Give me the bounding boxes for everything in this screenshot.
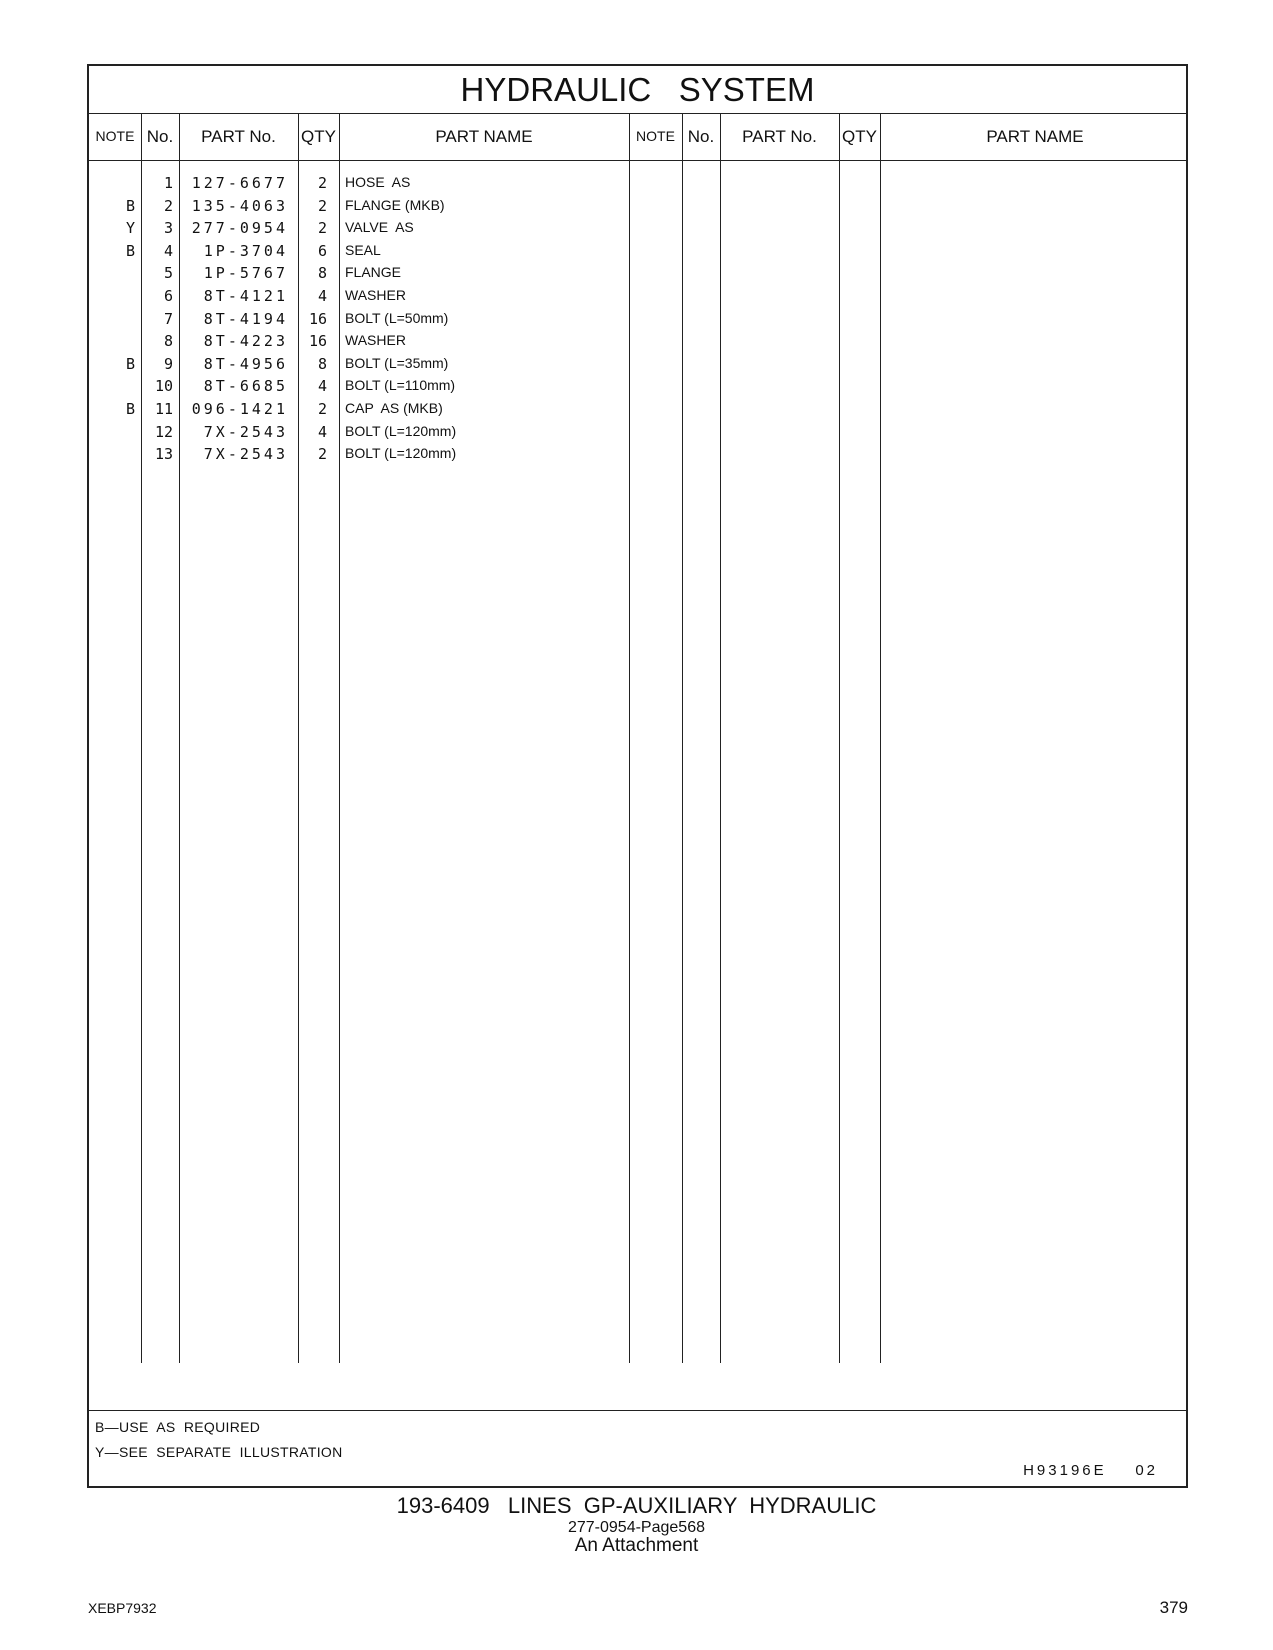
row-part-no: 7X-2543 bbox=[203, 422, 288, 441]
row-part-name: CAP AS (MKB) bbox=[345, 400, 443, 416]
row-qty: 2 bbox=[317, 445, 327, 464]
table-row bbox=[89, 197, 649, 220]
row-part-name: FLANGE (MKB) bbox=[345, 196, 445, 213]
table-row bbox=[89, 400, 649, 423]
header-note: NOTE bbox=[95, 128, 135, 144]
row-part-name: VALVE AS bbox=[345, 219, 414, 236]
legend-b: B—USE AS REQUIRED bbox=[95, 1419, 261, 1435]
row-no: 8 bbox=[163, 332, 173, 351]
row-part-no: 1P-5767 bbox=[203, 264, 288, 283]
row-note: B bbox=[125, 354, 135, 373]
row-no: 6 bbox=[163, 287, 173, 305]
row-qty: 2 bbox=[317, 174, 327, 192]
row-no: 10 bbox=[154, 377, 173, 396]
row-part-name: BOLT (L=120mm) bbox=[345, 445, 457, 462]
column-divider bbox=[880, 113, 881, 1363]
document-code: XEBP7932 bbox=[88, 1600, 157, 1616]
row-part-name: BOLT (L=50mm) bbox=[345, 309, 449, 326]
header-note-right: NOTE bbox=[636, 128, 675, 144]
row-part-no: 8T-6685 bbox=[203, 377, 288, 396]
header-part-name-right: PART NAME bbox=[986, 127, 1084, 146]
row-part-name: HOSE AS bbox=[345, 174, 411, 190]
row-part-no: 8T-4121 bbox=[203, 287, 288, 305]
row-part-no: 7X-2543 bbox=[203, 445, 288, 464]
table-row bbox=[89, 242, 649, 265]
row-part-no: 135-4063 bbox=[191, 196, 288, 215]
row-no: 13 bbox=[154, 445, 173, 464]
page-number: 379 bbox=[1159, 1598, 1188, 1617]
table-row bbox=[89, 423, 649, 446]
header-part-no-right: PART No. bbox=[742, 127, 817, 146]
legend-y: Y—SEE SEPARATE ILLUSTRATION bbox=[95, 1444, 343, 1460]
row-qty: 4 bbox=[317, 377, 327, 396]
row-qty: 6 bbox=[317, 241, 327, 260]
table-title: HYDRAULIC SYSTEM bbox=[89, 66, 1186, 114]
table-row bbox=[89, 174, 649, 197]
row-part-name: BOLT (L=120mm) bbox=[345, 422, 457, 439]
page-reference: 277-0954-Page568 bbox=[567, 1519, 705, 1536]
row-qty: 8 bbox=[317, 354, 327, 373]
row-part-no: 277-0954 bbox=[191, 219, 288, 238]
table-row bbox=[89, 355, 649, 378]
footer-divider bbox=[89, 1410, 1186, 1411]
row-no: 7 bbox=[163, 309, 173, 328]
drawing-code: H93196E 02 bbox=[1023, 1462, 1158, 1479]
column-divider bbox=[682, 113, 683, 1363]
table-row bbox=[89, 310, 649, 333]
row-qty: 2 bbox=[317, 219, 327, 238]
group-title: 193-6409 LINES GP-AUXILIARY HYDRAULIC bbox=[396, 1493, 877, 1518]
row-note: Y bbox=[125, 219, 135, 238]
row-part-no: 127-6677 bbox=[191, 174, 288, 192]
column-divider bbox=[839, 113, 840, 1363]
table-row bbox=[89, 219, 649, 242]
parts-table bbox=[87, 64, 1188, 1488]
row-part-no: 096-1421 bbox=[191, 400, 288, 418]
row-qty: 16 bbox=[308, 309, 327, 328]
row-qty: 4 bbox=[317, 422, 327, 441]
header-qty-right: QTY bbox=[842, 127, 877, 146]
table-row bbox=[89, 377, 649, 400]
row-part-name: FLANGE bbox=[345, 264, 402, 281]
column-divider bbox=[720, 113, 721, 1363]
row-no: 11 bbox=[154, 400, 173, 418]
header-no: No. bbox=[146, 127, 174, 146]
row-note: B bbox=[125, 400, 135, 418]
row-part-no: 1P-3704 bbox=[203, 241, 288, 260]
row-part-name: BOLT (L=35mm) bbox=[345, 354, 449, 371]
table-row bbox=[89, 445, 649, 468]
header-no-right: No. bbox=[687, 127, 715, 146]
row-no: 12 bbox=[154, 422, 173, 441]
row-qty: 16 bbox=[308, 332, 327, 351]
row-no: 3 bbox=[163, 219, 173, 238]
row-qty: 4 bbox=[317, 287, 327, 305]
attachment-label: An Attachment bbox=[574, 1535, 699, 1556]
row-qty: 8 bbox=[317, 264, 327, 283]
row-part-no: 8T-4223 bbox=[203, 332, 288, 351]
row-part-name: WASHER bbox=[345, 332, 406, 349]
header-qty: QTY bbox=[301, 127, 336, 146]
row-part-no: 8T-4194 bbox=[203, 309, 288, 328]
row-no: 5 bbox=[163, 264, 173, 283]
row-part-no: 8T-4956 bbox=[203, 354, 288, 373]
row-note: B bbox=[125, 241, 135, 260]
row-qty: 2 bbox=[317, 400, 327, 418]
row-no: 4 bbox=[163, 241, 173, 260]
row-note: B bbox=[125, 196, 135, 215]
row-part-name: SEAL bbox=[345, 241, 381, 258]
row-no: 2 bbox=[163, 196, 173, 215]
row-part-name: WASHER bbox=[345, 287, 406, 303]
header-part-no: PART No. bbox=[201, 127, 276, 146]
row-no: 1 bbox=[163, 174, 173, 192]
row-qty: 2 bbox=[317, 196, 327, 215]
header-part-name: PART NAME bbox=[435, 127, 533, 146]
table-row bbox=[89, 264, 649, 287]
row-part-name: BOLT (L=110mm) bbox=[345, 377, 456, 394]
table-row bbox=[89, 287, 649, 310]
row-no: 9 bbox=[163, 354, 173, 373]
table-row bbox=[89, 332, 649, 355]
